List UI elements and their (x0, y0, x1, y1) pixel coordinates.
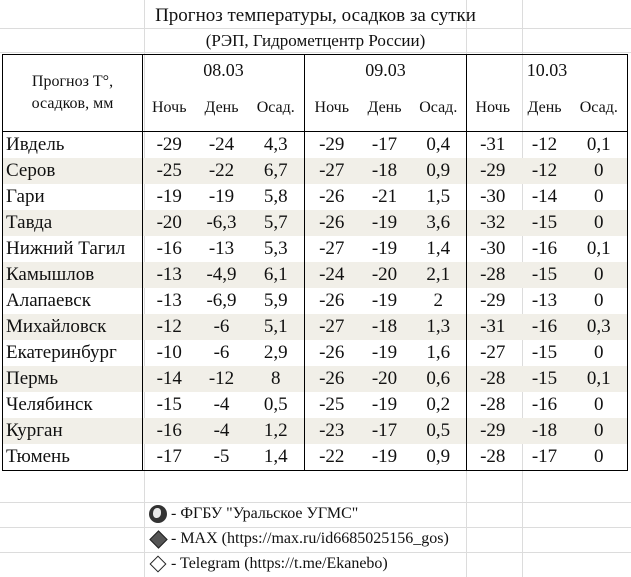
day-temp-cell: -15 (531, 342, 558, 363)
footer-text: - ФГБУ "Уральское УГМС" (171, 505, 359, 522)
day-temp-cell: -18 (359, 314, 411, 340)
footer-line (149, 530, 449, 548)
night-temp-cell: -17 (143, 444, 196, 471)
city-name: Серов (3, 158, 143, 184)
precipitation-cell: 0 (571, 210, 628, 236)
precipitation-cell: 0,1 (571, 236, 628, 262)
day-temp-cell: -5 (196, 444, 248, 471)
table-row (3, 314, 628, 340)
night-temp-cell: -25 (143, 158, 196, 184)
table-row (3, 210, 628, 236)
table-row (3, 184, 628, 210)
day-temp-cell: -4 (213, 394, 230, 415)
night-temp-cell: -31 (480, 134, 506, 155)
globe-icon (149, 505, 167, 523)
precipitation-cell: 0,2 (411, 392, 467, 418)
precipitation-cell: 2,1 (411, 262, 467, 288)
day-temp-cell: -17 (359, 418, 411, 444)
date-header: 09.03 (305, 55, 467, 86)
day-temp-cell: -19 (371, 342, 398, 363)
night-temp-cell: -27 (305, 158, 359, 184)
diamond-solid-icon (149, 530, 167, 548)
precipitation-cell: 0 (571, 288, 628, 314)
precipitation-cell: 0 (571, 340, 628, 366)
city-name: Екатеринбург (3, 340, 143, 366)
night-temp-cell: -27 (319, 238, 345, 259)
date-header: 10.03 (467, 55, 628, 86)
night-temp-cell: -31 (467, 314, 519, 340)
night-temp-cell: -10 (156, 342, 182, 363)
table-row (3, 288, 628, 314)
city-name: Пермь (3, 366, 143, 392)
night-temp-cell: -29 (156, 134, 182, 155)
day-temp-cell: -18 (519, 418, 571, 444)
precipitation-cell: 1,4 (248, 444, 305, 471)
page-title: Прогноз температуры, осадков за сутки (155, 5, 476, 26)
night-temp-cell: -26 (305, 366, 359, 392)
night-temp-cell: -12 (143, 314, 196, 340)
grid-line (0, 52, 631, 53)
footer-text: - MAX (https://max.ru/id6685025156_gos) (171, 530, 449, 547)
date-header: 08.03 (143, 55, 305, 86)
night-temp-cell: -22 (305, 444, 359, 471)
column-header-precip: Осад. (248, 85, 305, 132)
precipitation-cell: 0 (571, 444, 628, 471)
night-temp-cell: -13 (143, 262, 196, 288)
forecast-table (2, 54, 628, 471)
day-temp-cell: -13 (208, 238, 235, 259)
night-temp-cell: -32 (467, 210, 519, 236)
column-header-precip: Осад. (571, 85, 628, 132)
diamond-outline-icon (149, 555, 167, 573)
precipitation-cell: 1,4 (411, 236, 467, 262)
night-temp-cell: -30 (480, 186, 506, 207)
table-row (3, 262, 628, 288)
precipitation-cell: 0,1 (571, 366, 628, 392)
corner-label-line1: Прогноз Т°, (31, 73, 114, 90)
table-row (3, 392, 628, 418)
column-header-night: Ночь (305, 85, 359, 132)
night-temp-cell: -28 (467, 444, 519, 471)
column-header-night: Ночь (467, 85, 519, 132)
day-temp-cell: -20 (359, 366, 411, 392)
day-temp-cell: -16 (531, 238, 558, 259)
table-row (3, 366, 628, 392)
precipitation-cell: 3,6 (411, 210, 467, 236)
day-temp-cell: -17 (371, 134, 398, 155)
precipitation-cell: 0,5 (411, 418, 467, 444)
day-temp-cell: -15 (519, 210, 571, 236)
precipitation-cell: 6,1 (248, 262, 305, 288)
precipitation-cell: 0,1 (571, 132, 628, 159)
night-temp-cell: -19 (156, 186, 182, 207)
grid-line (0, 28, 631, 29)
day-temp-cell: -12 (519, 158, 571, 184)
precipitation-cell: 6,7 (248, 158, 305, 184)
precipitation-cell: 5,9 (248, 288, 305, 314)
day-temp-cell: -19 (359, 444, 411, 471)
night-temp-cell: -16 (156, 238, 182, 259)
precipitation-cell: 1,6 (411, 340, 467, 366)
city-name: Тавда (3, 210, 143, 236)
grid-line (0, 552, 631, 553)
footer-line (149, 555, 388, 573)
night-temp-cell: -26 (319, 342, 345, 363)
precipitation-cell: 0 (571, 262, 628, 288)
precipitation-cell: 0,6 (411, 366, 467, 392)
city-name: Алапаевск (3, 288, 143, 314)
city-name: Ивдель (3, 132, 143, 159)
page-subtitle: (РЭП, Гидрометцентр России) (205, 31, 426, 50)
day-temp-cell: -15 (519, 262, 571, 288)
day-temp-cell: -19 (371, 238, 398, 259)
precipitation-cell: 5,1 (248, 314, 305, 340)
day-temp-cell: -19 (371, 290, 398, 311)
night-temp-cell: -28 (480, 394, 506, 415)
precipitation-cell: 5,3 (248, 236, 305, 262)
precipitation-cell: 0,4 (411, 132, 467, 159)
day-temp-cell: -17 (519, 444, 571, 471)
table-row (3, 236, 628, 262)
precipitation-cell: 0 (571, 392, 628, 418)
night-temp-cell: -30 (480, 238, 506, 259)
night-temp-cell: -15 (156, 394, 182, 415)
night-temp-cell: -13 (156, 290, 182, 311)
day-temp-cell: -12 (531, 134, 558, 155)
grid-line (0, 527, 631, 528)
day-temp-cell: -19 (359, 210, 411, 236)
table-row (3, 418, 628, 444)
night-temp-cell: -29 (467, 158, 519, 184)
day-temp-cell: -6,9 (206, 290, 237, 311)
day-temp-cell: -13 (531, 290, 558, 311)
night-temp-cell: -27 (480, 342, 506, 363)
precipitation-cell: 1,2 (248, 418, 305, 444)
night-temp-cell: -26 (319, 186, 345, 207)
day-temp-cell: -12 (196, 366, 248, 392)
city-name: Тюмень (3, 444, 143, 471)
day-temp-cell: -18 (359, 158, 411, 184)
table-row (3, 340, 628, 366)
day-temp-cell: -15 (519, 366, 571, 392)
day-temp-cell: -19 (208, 186, 235, 207)
precipitation-cell: 8 (248, 366, 305, 392)
precipitation-cell: 0,5 (248, 392, 305, 418)
city-name: Челябинск (3, 392, 143, 418)
precipitation-cell: 2 (411, 288, 467, 314)
column-header-precip: Осад. (411, 85, 467, 132)
day-temp-cell: -20 (359, 262, 411, 288)
night-temp-cell: -27 (305, 314, 359, 340)
table-row (3, 132, 628, 159)
city-name: Михайловск (3, 314, 143, 340)
night-temp-cell: -23 (305, 418, 359, 444)
city-name: Курган (3, 418, 143, 444)
day-temp-cell: -6 (213, 342, 230, 363)
day-temp-cell: -6,3 (196, 210, 248, 236)
day-temp-cell: -22 (196, 158, 248, 184)
day-temp-cell: -16 (531, 394, 558, 415)
precipitation-cell: 1,5 (411, 184, 467, 210)
night-temp-cell: -25 (319, 394, 345, 415)
precipitation-cell: 0 (571, 418, 628, 444)
column-header-night: Ночь (143, 85, 196, 132)
night-temp-cell: -29 (319, 134, 345, 155)
corner-label-line2: осадков, мм (31, 95, 114, 112)
night-temp-cell: -20 (143, 210, 196, 236)
day-temp-cell: -6 (196, 314, 248, 340)
footer-line (149, 505, 358, 523)
column-header-day: День (196, 85, 248, 132)
day-temp-cell: -21 (371, 186, 398, 207)
precipitation-cell: 0 (571, 184, 628, 210)
table-row (3, 158, 628, 184)
night-temp-cell: -26 (305, 210, 359, 236)
night-temp-cell: -29 (467, 418, 519, 444)
day-temp-cell: -16 (519, 314, 571, 340)
night-temp-cell: -28 (467, 262, 519, 288)
day-temp-cell: -24 (208, 134, 235, 155)
precipitation-cell: 5,7 (248, 210, 305, 236)
night-temp-cell: -14 (143, 366, 196, 392)
grid-line (0, 502, 631, 503)
night-temp-cell: -26 (319, 290, 345, 311)
precipitation-cell: 2,9 (248, 340, 305, 366)
night-temp-cell: -29 (480, 290, 506, 311)
precipitation-cell: 0 (571, 158, 628, 184)
night-temp-cell: -16 (143, 418, 196, 444)
day-temp-cell: -19 (371, 394, 398, 415)
precipitation-cell: 0,9 (411, 158, 467, 184)
city-name: Камышлов (3, 262, 143, 288)
precipitation-cell: 5,8 (248, 184, 305, 210)
night-temp-cell: -24 (305, 262, 359, 288)
day-temp-cell: -14 (531, 186, 558, 207)
city-name: Нижний Тагил (3, 236, 143, 262)
day-temp-cell: -4,9 (196, 262, 248, 288)
footer-text: - Telegram (https://t.me/Ekanebo) (171, 555, 388, 572)
table-body (3, 132, 628, 471)
column-header-day: День (519, 85, 571, 132)
column-header-day: День (359, 85, 411, 132)
precipitation-cell: 1,3 (411, 314, 467, 340)
precipitation-cell: 0,3 (571, 314, 628, 340)
table-row (3, 444, 628, 471)
city-name: Гари (3, 184, 143, 210)
night-temp-cell: -28 (467, 366, 519, 392)
corner-label (3, 55, 143, 132)
precipitation-cell: 0,9 (411, 444, 467, 471)
precipitation-cell: 4,3 (248, 132, 305, 159)
day-temp-cell: -4 (196, 418, 248, 444)
